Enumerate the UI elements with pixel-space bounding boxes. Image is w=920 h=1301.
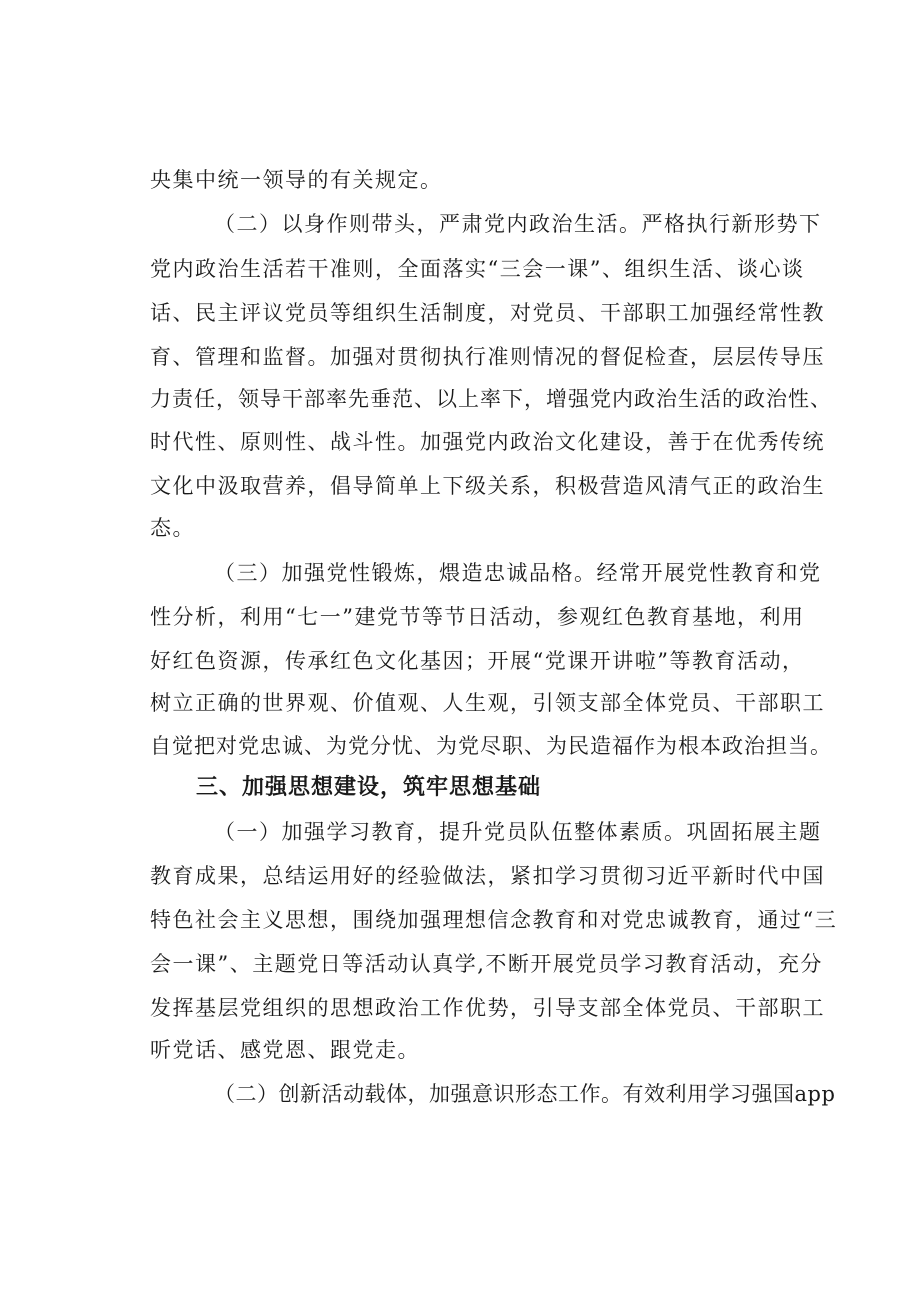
paragraph-line: 特色社会主义思想，围绕加强理想信念教育和对党忠诚教育，通过“三 [150,908,838,932]
section-heading: 三、加强思想建设，筑牢思想基础 [196,775,542,800]
paragraph-line: 性分析，利用“七一”建党节等节日活动，参观红色教育基地，利用 [150,605,805,629]
paragraph-line: （二）以身作则带头，严肃党内政治生活。严格执行新形势下 [214,212,822,236]
paragraph-line: （二）创新活动载体，加强意识形态工作。有效利用学习强国app [214,1082,836,1106]
paragraph-line: 自觉把对党忠诚、为党分忧、为党尽职、为民造福作为根本政治担当。 [150,734,832,758]
paragraph-line: 树立正确的世界观、价值观、人生观，引领支部全体党员、干部职工 [150,691,825,715]
paragraph-line: 育、管理和监督。加强对贯彻执行准则情况的督促检查，层层传导压 [150,345,825,369]
paragraph-line: 态。 [150,516,195,540]
paragraph-line: 央集中统一领导的有关规定。 [150,168,443,192]
paragraph-line: 时代性、原则性、战斗性。加强党内政治文化建设，善于在优秀传统 [150,430,825,454]
paragraph-line: （三）加强党性锻炼，煨造忠诚品格。经常开展党性教育和党 [214,561,822,585]
paragraph-line: 文化中汲取营养，倡导简单上下级关系，积极营造风清气正的政治生 [150,474,825,498]
paragraph-line: 力责任，领导干部率先垂范、以上率下，增强党内政治生活的政治性、 [150,387,832,411]
paragraph-line: 好红色资源，传承红色文化基因；开展“党课开讲啦”等教育活动， [150,649,805,673]
paragraph-line: （一）加强学习教育，提升党员队伍整体素质。巩固拓展主题 [214,820,822,844]
paragraph-line: 党内政治生活若干准则，全面落实“三会一课”、组织生活、谈心谈 [150,257,805,281]
paragraph-line: 教育成果，总结运用好的经验做法，紧扣学习贯彻习近平新时代中国 [150,864,825,888]
paragraph-line: 会一课”、主题党日等活动认真学,不断开展党员学习教育活动，充分 [150,952,823,976]
paragraph-line: 话、民主评议党员等组织生活制度，对党员、干部职工加强经常性教 [150,301,825,325]
paragraph-line: 发挥基层党组织的思想政治工作优势，引导支部全体党员、干部职工 [150,996,825,1020]
paragraph-line: 听党话、感党恩、跟党走。 [150,1038,420,1062]
